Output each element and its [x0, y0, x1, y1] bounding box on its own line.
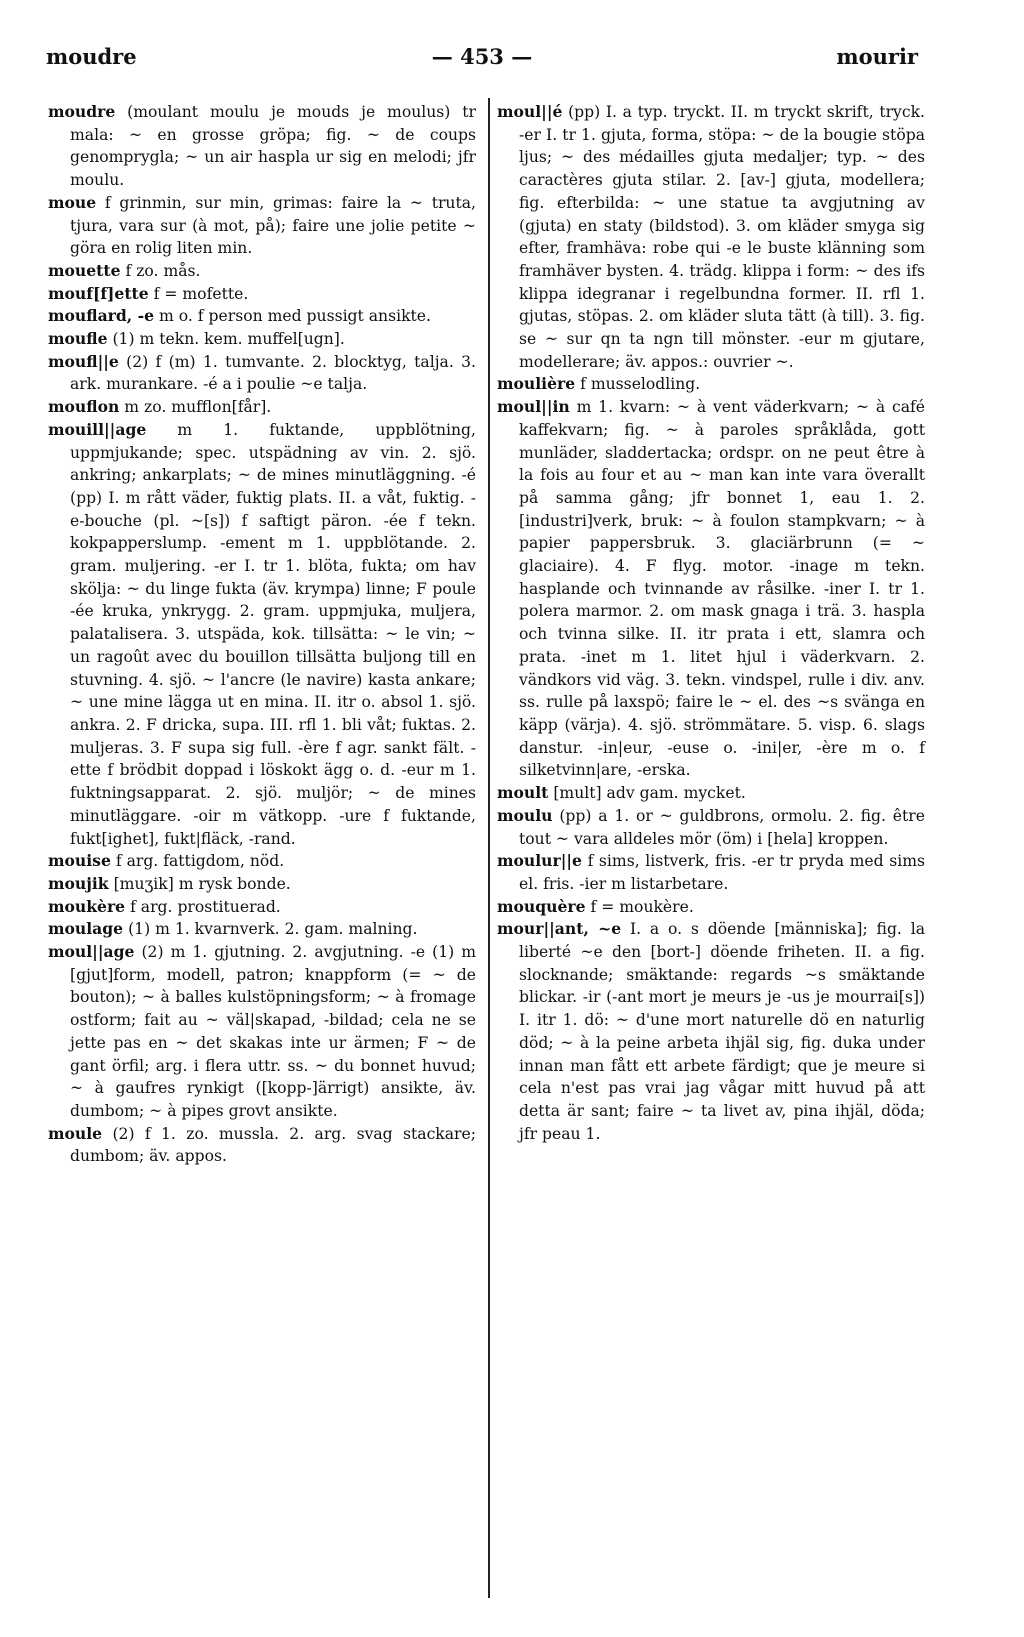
dictionary-entry: [48, 328, 476, 351]
entry-definition: f grinmin, sur min, grimas: faire la ~ truta, tjura, vara sur (à mot, på); faire une jolie petite ~ göra en rolig liten min.: [70, 193, 476, 258]
entry-definition: [muʒik] m rysk bonde.: [113, 874, 291, 893]
entry-headword: moult: [497, 783, 549, 803]
entry-headword: moulu: [497, 805, 553, 825]
entry-definition: m 1. kvarn: ~ à vent väderkvarn; ~ à café kaffekvarn; fig. ~ à paroles språklåda, gott munläder, sladdertacka; ordspr. on ne peut être à la fois au four et au ~ man kan inte vara överallt på samma gång; jfr bonnet 1, eau 1. 2. [industri]verk, bruk: ~ à foulon stampkvarn; ~ à papier pappersbruk. 3. glaciärbrunn (= ~ glaciaire). 4. F flyg. motor. -inage m tekn. hasplande och tvinnande av råsilke. -iner I. tr 1. polera marmor. 2. om mask gnaga i trä. 3. haspla och tvinna silke. II. itr prata i ett, slamra och prata. -inet m 1. litet hjul i väderkvarn. 2. vändkors vid väg. 3. tekn. vindspel, rulle i div. anv. ss. rulle på laxspö; faire le ~ el. des ~s svänga en käpp (värja). 4. sjö. strömmätare. 5. visp. 6. slags danstur. -in|eur, -euse o. -ini|er, -ère m o. f silketvinn|are, -erska.: [519, 398, 925, 780]
entry-headword: moul||age: [48, 942, 135, 962]
entry-definition: (moulant moulu je mouds je moulus) tr mala: ~ en grosse gröpa; fig. ~ de coups genomprygla; ~ un air haspla ur sig en melodi; jfr moulu.: [70, 103, 476, 190]
entry-headword: mouf[f]ette: [48, 283, 149, 303]
dictionary-entry: [497, 101, 925, 373]
entry-headword: mouise: [48, 851, 111, 871]
header-first-headword: moudre: [46, 44, 137, 69]
entry-definition: f sims, listverk, fris. -er tr pryda med sims el. fris. -ier m listarbetare.: [519, 852, 925, 893]
entry-definition: f = moukère.: [590, 897, 694, 916]
entry-definition: m 1. fuktande, uppblötning, uppmjukande; spec. utspädning av vin. 2. sjö. ankring; ankarplats; ~ de mines minutläggning. -é (pp) I. m rått väder, fuktig plats. II. a våt, fuktig. -e-bouche (pl. ~[s]) f saftigt päron. -ée f tekn. kokpapperslump. -ement m 1. uppblötande. 2. gram. muljering. -er I. tr 1. blöta, fukta; om hav skölja: ~ du linge fukta (äv. krympa) linne; F poule -ée kruka, ynkrygg. 2. gram. uppmjuka, muljera, palatalisera. 3. utspäda, kok. tillsätta: ~ le vin; ~ un ragoût avec du bouillon tillsätta buljong till en stuvning. 4. sjö. ~ l'ancre (le navire) kasta ankare; ~ une mine lägga ut en mina. II. itr o. absol 1. sjö. ankra. 2. F dricka, supa. III. rfl 1. bli våt; fuktas. 2. muljeras. 3. F supa sig full. -ère f agr. sankt fält. -ette f brödbit doppad i löskokt ägg o. d. -eur m 1. fuktningsapparat. 2. sjö. muljör; ~ de mines minutläggare. -oir m vätkopp. -ure f fuktande, fukt[ighet], fukt|fläck, -rand.: [70, 420, 476, 848]
entry-headword: mouette: [48, 260, 121, 280]
entry-headword: mouquère: [497, 896, 586, 916]
entry-headword: mour||ant, ~e: [497, 919, 622, 939]
entry-definition: (2) f (m) 1. tumvante. 2. blocktyg, talja. 3. ark. murankare. -é a i poulie ~e talja.: [70, 352, 476, 394]
dictionary-entry: [48, 1123, 476, 1168]
entry-definition: f arg. fattigdom, nöd.: [115, 852, 285, 871]
page-number: — 453 —: [431, 44, 533, 69]
entry-definition: f musselodling.: [580, 375, 701, 394]
entry-headword: moulur||e: [497, 851, 582, 871]
dictionary-entry: [497, 373, 925, 396]
entry-definition: I. a o. s döende [människa]; fig. la liberté ~e den [bort-] döende friheten. II. a fig. slocknande; smäktande: regards ~s smäktande blickar. -ir (-ant mort je meurs je -us je mourrai[s]) I. itr 1. dö: ~ d'une mort naturelle dö en naturlig död; ~ à la peine arbeta ihjäl sig, fig. duka under innan man fått ett arbete färdigt; que je meure si cela n'est pas vrai jag vågar mitt huvud på att detta är sant; faire ~ ta livet av, pina ihjäl, döda; jfr peau 1.: [519, 920, 925, 1143]
dictionary-entry: [48, 918, 476, 941]
entry-headword: moue: [48, 192, 97, 212]
header-last-headword: mourir: [836, 44, 918, 69]
dictionary-entry: [48, 351, 476, 396]
dictionary-entry: [497, 896, 925, 919]
entry-headword: moulière: [497, 374, 576, 394]
entry-headword: moule: [48, 1123, 103, 1143]
entry-headword: mouflard, -e: [48, 306, 155, 326]
entry-headword: moufle: [48, 329, 108, 349]
right-column: [497, 101, 925, 1145]
entry-headword: moul||é: [497, 102, 563, 121]
dictionary-entry: [48, 283, 476, 306]
entry-definition: m zo. mufflon[får].: [124, 398, 272, 417]
dictionary-entry: [48, 192, 476, 260]
dictionary-entry: [497, 850, 925, 895]
entry-definition: (pp) I. a typ. tryckt. II. m tryckt skrift, tryck. -er I. tr 1. gjuta, forma, stöpa: ~ de la bougie stöpa ljus; ~ des médailles gjuta medaljer; typ. ~ des caractères gjuta stilar. 2. [av-] gjuta, modellera; fig. efterbilda: ~ une statue ta avgjutning av (gjuta) en staty (bildstod). 3. om kläder smyga sig efter, framhäva: robe qui -e le buste klänning som framhäver bysten. 4. trädg. klippa i form: ~ des ifs klippa idegranar i regelbundna former. II. rfl 1. gjutas, stöpas. 2. om kläder sluta tätt (à till). 3. fig. se ~ sur qn ta ngn till mönster. -eur m gjutare, modellerare; äv. appos.: ouvrier ~.: [519, 103, 925, 371]
dictionary-entry: [48, 260, 476, 283]
dictionary-entry: [48, 850, 476, 873]
entry-headword: mouflon: [48, 397, 120, 417]
dictionary-entry: [497, 918, 925, 1145]
dictionary-entry: [48, 101, 476, 192]
entry-headword: moufl||e: [48, 351, 119, 371]
entry-definition: f = mofette.: [153, 284, 249, 303]
entry-definition: m o. f person med pussigt ansikte.: [159, 307, 431, 326]
entry-definition: (2) m 1. gjutning. 2. avgjutning. -e (1) m [gjut]form, modell, patron; knappform (= ~ de bouton); ~ à balles kulstöpningsform; ~ à fromage ostform; fait au ~ väl|skapad, -bildad; cela ne se jette pas en ~ det skakas inte ur ärmen; F ~ de gant örfil; arg. i flera uttr. ss. ~ du bonnet huvud; ~ à gaufres rynkigt ([kopp-]ärrigt) ansikte, äv. dumbom; ~ à pipes grovt ansikte.: [70, 943, 476, 1120]
dictionary-entry: [48, 941, 476, 1123]
page-header: [46, 44, 918, 80]
entry-definition: (1) m tekn. kem. muffel[ugn].: [112, 330, 345, 349]
dictionary-entry: [497, 396, 925, 782]
entry-headword: moudre: [48, 102, 116, 121]
entry-headword: moulage: [48, 919, 124, 939]
dictionary-entry: [497, 805, 925, 850]
column-divider: [488, 98, 490, 1598]
entry-headword: moujik: [48, 873, 109, 893]
dictionary-entry: [48, 419, 476, 850]
dictionary-entry: [48, 896, 476, 919]
left-column: [48, 101, 476, 1168]
entry-definition: f arg. prostituerad.: [130, 897, 281, 916]
dictionary-entry: [48, 305, 476, 328]
dictionary-entry: [48, 873, 476, 896]
entry-headword: mouill||age: [48, 419, 147, 439]
entry-definition: f zo. mås.: [125, 261, 201, 280]
entry-definition: [mult] adv gam. mycket.: [553, 784, 746, 803]
entry-definition: (pp) a 1. or ~ guldbrons, ormolu. 2. fig. être tout ~ vara alldeles mör (öm) i [hela] kroppen.: [519, 806, 925, 848]
entry-definition: (2) f 1. zo. mussla. 2. arg. svag stackare; dumbom; äv. appos.: [70, 1124, 476, 1166]
entry-definition: (1) m 1. kvarnverk. 2. gam. malning.: [128, 920, 418, 939]
entry-headword: moul||in: [497, 397, 570, 417]
dictionary-entry: [497, 782, 925, 805]
dictionary-entry: [48, 396, 476, 419]
entry-headword: moukère: [48, 896, 126, 916]
